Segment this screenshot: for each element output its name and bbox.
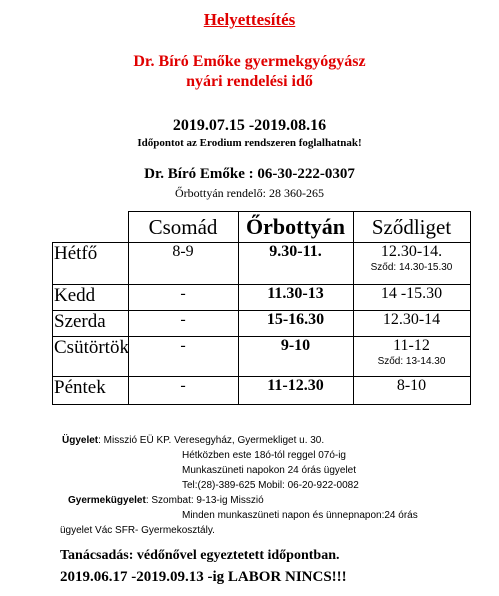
counseling-note: Tanácsadás: védőnővel egyeztetett időpontban. (60, 548, 340, 563)
csomad-cell: - (128, 311, 238, 337)
column-header-orbottyan: Őrbottyán (238, 212, 353, 243)
szodliget-cell: 8-10 (353, 377, 470, 405)
day-cell: Hétfő (53, 243, 129, 285)
duty-line-3: Munkaszüneti napokon 24 órás ügyelet (182, 465, 357, 476)
period-heading: 2019.07.15 -2019.08.16 (172, 117, 327, 134)
duty-label: Ügyelet (62, 435, 99, 446)
child-duty-line-1 (68, 494, 264, 508)
booking-note: Időpontot az Erodium rendszeren foglalhatnak! (137, 137, 362, 149)
schedule-header-row (53, 212, 471, 243)
column-header-szodliget: Sződliget (353, 212, 470, 243)
orbottyan-cell: 11-12.30 (238, 377, 353, 405)
orbottyan-cell: 15-16.30 (238, 311, 353, 337)
table-row (53, 285, 471, 311)
day-cell: Kedd (53, 285, 129, 311)
day-cell: Csütörtök (53, 337, 129, 377)
csomad-cell: - (128, 337, 238, 377)
csomad-cell: - (128, 377, 238, 405)
szodliget-hours: 11-12 (393, 337, 430, 354)
doctor-contact: Dr. Bíró Emőke : 06-30-222-0307 (144, 166, 355, 182)
duty-line-4: Tel:(28)-389-625 Mobil: 06-20-922-0082 (182, 480, 359, 491)
duty-line-2: Hétközben este 18ó-tól reggel 07ó-ig (182, 450, 346, 461)
column-header-csomad: Csomád (128, 212, 238, 243)
duty-address: : Misszió EÜ KP. Veresegyház, Gyermekliget u. 30. (98, 435, 325, 446)
child-duty-saturday: : Szombat: 9-13-ig Misszió (145, 495, 264, 506)
table-row (53, 243, 471, 285)
day-cell: Péntek (53, 377, 129, 405)
csomad-cell: - (128, 285, 238, 311)
child-duty-line-3: ügyelet Vác SFR- Gyermekosztály. (60, 525, 215, 536)
orbottyan-cell: 9-10 (238, 337, 353, 377)
szodliget-cell: 12.30-14 (353, 311, 470, 337)
child-duty-label: Gyermekügyelet (68, 495, 146, 506)
table-row (53, 377, 471, 405)
csomad-cell: 8-9 (128, 243, 238, 285)
schedule-table (52, 211, 471, 405)
page-title: Helyettesítés (203, 10, 296, 29)
doctor-subtitle: Dr. Bíró Emőke gyermekgyógyász (133, 53, 366, 70)
clinic-phone: Őrbottyán rendelő: 28 360-265 (175, 186, 324, 200)
duty-line-1 (62, 434, 324, 448)
column-header-day (53, 212, 129, 243)
child-duty-line-2: Minden munkaszüneti napon és ünnepnapon:24 órás (182, 510, 418, 521)
szodliget-hours: 12.30-14. (380, 243, 443, 260)
szodliget-cell (353, 337, 470, 377)
szod-note: Sződ: 13-14.30 (377, 356, 446, 367)
szod-note: Sződ: 14.30-15.30 (370, 262, 453, 273)
table-row (53, 337, 471, 377)
orbottyan-cell: 9.30-11. (238, 243, 353, 285)
szodliget-cell (353, 243, 470, 285)
szodliget-cell: 14 -15.30 (353, 285, 470, 311)
day-cell: Szerda (53, 311, 129, 337)
lab-closed-note: 2019.06.17 -2019.09.13 -ig LABOR NINCS!!! (60, 569, 347, 585)
table-row (53, 311, 471, 337)
orbottyan-cell: 11.30-13 (238, 285, 353, 311)
summer-hours-subtitle: nyári rendelési idő (186, 73, 313, 90)
